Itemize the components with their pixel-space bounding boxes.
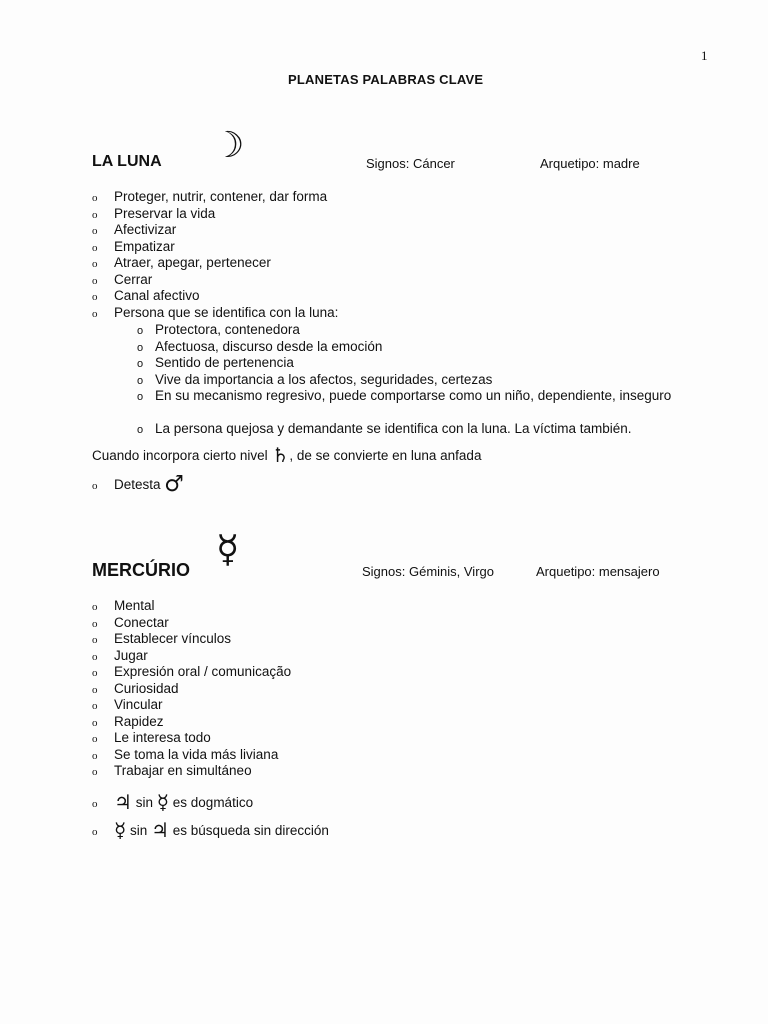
list-item	[92, 681, 291, 698]
list-item	[137, 339, 697, 356]
moon-symbol-icon: ☽	[212, 125, 245, 166]
mercury-small-symbol-icon: ☿	[114, 818, 127, 842]
list-item-text: Curiosidad	[114, 680, 179, 696]
list-bullet: o	[92, 733, 98, 745]
list-item-text: Establecer vínculos	[114, 631, 232, 646]
list-item-text: Protectora, contenedora	[155, 322, 300, 337]
list-item	[92, 598, 291, 615]
list-item	[92, 272, 338, 289]
luna-keyword-list	[92, 189, 338, 321]
list-item	[92, 763, 291, 780]
list-item-text: Jugar	[114, 647, 148, 663]
rule2-text: es búsqueda sin dirección	[172, 823, 329, 838]
luna-archetype: Arquetipo: madre	[540, 156, 640, 171]
list-bullet: o	[92, 766, 98, 778]
list-item-text: Vincular	[114, 697, 163, 712]
list-item	[92, 239, 338, 256]
list-item	[92, 305, 338, 322]
list-bullet: o	[137, 341, 144, 354]
list-bullet: o	[92, 274, 98, 287]
list-bullet: o	[92, 307, 98, 320]
list-item	[92, 730, 291, 747]
list-item-text: En su mecanismo regresivo, puede comportarse como un niño, dependiente, inseguro	[155, 388, 672, 403]
list-bullet: o	[137, 358, 144, 370]
list-bullet: o	[92, 826, 98, 838]
list-item-text: Le interesa todo	[114, 730, 211, 745]
list-item	[92, 714, 291, 731]
list-item-text: Canal afectivo	[114, 288, 200, 303]
list-item-text: Empatizar	[114, 238, 175, 254]
luna-hates-label: Detesta	[114, 477, 161, 492]
list-bullet: o	[92, 798, 98, 810]
rule1-text: es dogmático	[172, 795, 254, 810]
luna-person-traits-list	[92, 322, 697, 438]
list-item-text: Preservar la vida	[114, 205, 216, 221]
list-item-text: Atraer, apegar, pertenecer	[114, 255, 271, 270]
luna-when-prefix: Cuando incorpora cierto nivel	[92, 448, 268, 463]
luna-saturn-note	[92, 443, 481, 467]
list-item	[92, 648, 291, 665]
list-item	[137, 322, 697, 339]
list-item	[137, 421, 697, 438]
rule2-connector: sin	[130, 823, 148, 838]
list-item	[92, 189, 338, 206]
list-bullet: o	[92, 291, 98, 303]
list-item-text: Persona que se identifica con la luna:	[114, 304, 339, 320]
list-bullet: o	[137, 325, 144, 337]
list-item	[92, 631, 291, 648]
list-item-text: Trabajar en simultáneo	[114, 763, 252, 778]
list-item	[137, 372, 697, 389]
list-bullet: o	[92, 700, 98, 712]
section-title-luna: LA LUNA	[92, 153, 162, 170]
jupiter-symbol-icon: ♃	[151, 818, 170, 842]
list-item	[92, 664, 291, 681]
luna-detesta	[92, 472, 184, 497]
list-bullet: o	[92, 683, 98, 696]
luna-when-suffix: , de se convierte en luna anfada	[289, 448, 482, 463]
list-bullet: o	[92, 650, 98, 663]
list-bullet: o	[92, 617, 98, 630]
list-item-text: Sentido de pertenencia	[155, 355, 294, 370]
luna-signs: Signos: Cáncer	[366, 156, 455, 171]
mercurio-archetype: Arquetipo: mensajero	[536, 564, 660, 579]
list-item	[92, 255, 338, 272]
list-item	[92, 288, 338, 305]
list-item-text: Mental	[114, 598, 155, 613]
mercury-symbol-icon: ☿	[216, 527, 240, 571]
document-title: PLANETAS PALABRAS CLAVE	[288, 72, 484, 87]
list-item	[92, 697, 291, 714]
list-bullet: o	[92, 667, 98, 679]
list-item-text: Proteger, nutrir, contener, dar forma	[114, 189, 328, 204]
section-title-mercurio: MERCÚRIO	[92, 560, 190, 580]
list-item-text: Conectar	[114, 614, 169, 630]
list-bullet: o	[92, 208, 98, 221]
list-item	[137, 388, 697, 421]
list-item	[92, 615, 291, 632]
list-bullet: o	[92, 480, 98, 492]
rule1-connector: sin	[135, 795, 153, 810]
list-item	[92, 747, 291, 764]
list-bullet: o	[137, 424, 144, 436]
saturn-symbol-icon: ♄	[271, 443, 290, 467]
list-bullet: o	[92, 749, 98, 762]
list-bullet: o	[137, 391, 144, 403]
list-item-text: Afectuosa, discurso desde la emoción	[155, 338, 383, 354]
list-item-text: Afectivizar	[114, 222, 177, 237]
mercurio-rule-jupiter	[92, 790, 253, 814]
list-bullet: o	[92, 258, 98, 270]
list-bullet: o	[92, 634, 98, 646]
list-bullet: o	[137, 374, 144, 387]
list-item-text: Vive da importancia a los afectos, seguridades, certezas	[155, 371, 493, 387]
list-item	[137, 355, 697, 372]
mercurio-signs: Signos: Géminis, Virgo	[362, 564, 494, 579]
list-bullet: o	[92, 241, 98, 254]
mercurio-rule-mercury	[92, 818, 329, 842]
list-item	[92, 222, 338, 239]
list-item-text: Rapidez	[114, 713, 164, 729]
list-bullet: o	[92, 192, 98, 204]
page-number: 1	[701, 48, 708, 63]
list-bullet: o	[92, 716, 98, 729]
list-item-text: Cerrar	[114, 271, 153, 287]
mercurio-keyword-list	[92, 598, 291, 780]
mars-symbol-icon: ♂	[164, 472, 185, 497]
list-bullet: o	[92, 601, 98, 613]
list-bullet: o	[92, 225, 98, 237]
list-item	[92, 206, 338, 223]
list-item-text: La persona quejosa y demandante se identifica con la luna. La víctima también.	[155, 421, 632, 436]
jupiter-symbol-icon: ♃	[114, 790, 132, 814]
list-item-text: Se toma la vida más liviana	[114, 746, 279, 762]
mercury-small-symbol-icon: ☿	[156, 790, 170, 814]
list-item-text: Expresión oral / comunicação	[114, 664, 292, 679]
